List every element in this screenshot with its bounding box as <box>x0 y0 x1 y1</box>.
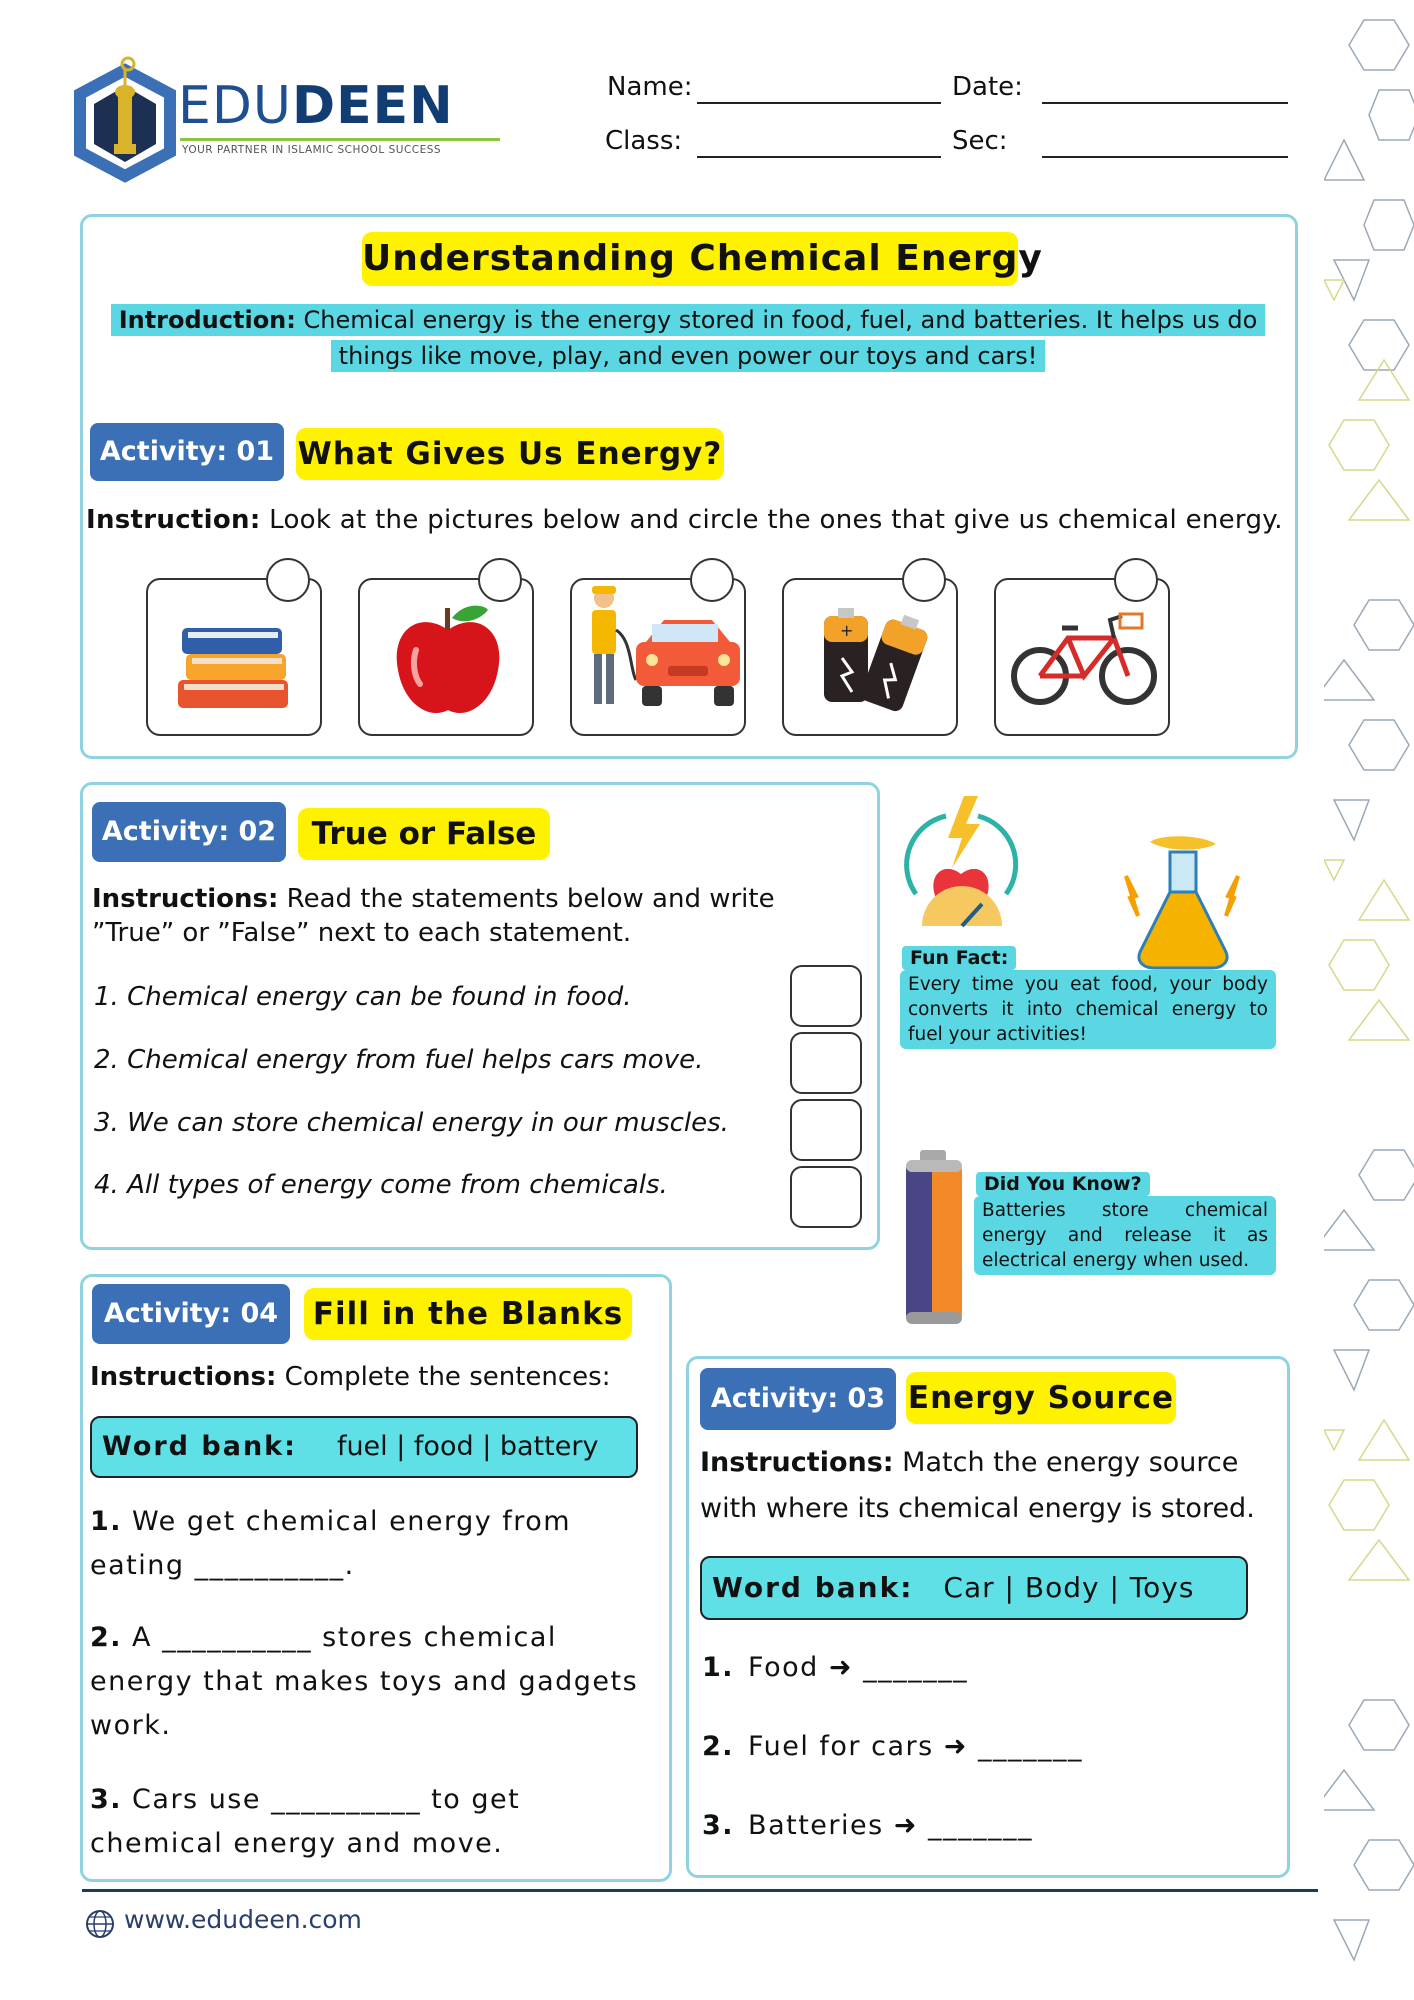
activity2-heading: True or False <box>298 808 550 860</box>
picture-card-bicycle[interactable] <box>994 578 1170 736</box>
car-refuel-icon <box>572 580 748 738</box>
date-label: Date: <box>952 72 1023 102</box>
brand-underline <box>180 138 500 141</box>
tf-statement-3: 3. We can store chemical energy in our muscles. <box>94 1108 729 1138</box>
did-you-know-text: Batteries store chemical energy and release it as electrical energy when used. <box>974 1196 1276 1275</box>
activity3-word-bank: Word bank: Car | Body | Toys <box>700 1556 1248 1620</box>
activity4-instruction: Instructions: Complete the sentences: <box>90 1362 611 1392</box>
match-item-2: 2. Fuel for cars ➜ _______ <box>702 1731 1083 1762</box>
activity3-tag: Activity: 03 <box>700 1368 896 1430</box>
intro-text: Chemical energy is the energy stored in food, fuel, and batteries. It helps us do things like move, play, and even power our toys and cars! <box>295 306 1258 370</box>
tf-statement-2: 2. Chemical energy from fuel helps cars move. <box>94 1045 704 1075</box>
tf-statement-4: 4. All types of energy come from chemicals. <box>94 1170 668 1200</box>
brand-logo <box>70 52 454 192</box>
name-label: Name: <box>607 72 693 102</box>
globe-icon <box>84 1908 116 1940</box>
answer-circle-4[interactable] <box>902 558 946 602</box>
fill-item-3: 3. Cars use __________ to get chemical energy and move. <box>90 1784 521 1859</box>
tf-answer-box-1[interactable] <box>790 965 862 1027</box>
sec-label: Sec: <box>952 126 1008 156</box>
answer-circle-1[interactable] <box>266 558 310 602</box>
brand-name: EDUDEEN <box>178 76 454 136</box>
battery-cell-icon <box>900 1148 970 1328</box>
match-item-1: 1. Food ➜ _______ <box>702 1652 969 1683</box>
food-energy-icon <box>886 794 1036 944</box>
intro-label: Introduction: <box>118 306 296 334</box>
activity4-word-bank: Word bank: fuel | food | battery <box>90 1416 638 1478</box>
svg-text:+: + <box>840 621 854 640</box>
mosque-hexagon-logo-icon <box>70 52 180 187</box>
sec-field[interactable] <box>1042 156 1288 158</box>
did-you-know-label: Did You Know? <box>976 1172 1150 1196</box>
tf-answer-box-4[interactable] <box>790 1166 862 1228</box>
activity4-heading: Fill in the Blanks <box>304 1288 632 1340</box>
picture-card-batteries[interactable] <box>782 578 958 736</box>
fun-fact-label: Fun Fact: <box>902 946 1016 970</box>
activity2-instruction: Instructions: Read the statements below and write ”True” or ”False” next to each statement. <box>92 884 775 948</box>
footer-website-link[interactable]: www.edudeen.com <box>124 1905 362 1934</box>
decorative-pattern <box>1324 0 1414 2000</box>
footer-divider <box>82 1889 1318 1892</box>
fun-fact-text: Every time you eat food, your body converts it into chemical energy to fuel your activities! <box>900 970 1276 1049</box>
bicycle-icon <box>996 580 1172 738</box>
tf-answer-box-3[interactable] <box>790 1099 862 1161</box>
fill-item-2: 2. A __________ stores chemical energy that makes toys and gadgets work. <box>90 1622 639 1741</box>
answer-circle-2[interactable] <box>478 558 522 602</box>
class-label: Class: <box>605 126 683 156</box>
date-field[interactable] <box>1042 102 1288 104</box>
activity1-tag: Activity: 01 <box>90 423 284 481</box>
apple-icon <box>360 580 536 738</box>
activity2-tag: Activity: 02 <box>92 802 286 862</box>
books-icon <box>148 580 324 738</box>
flask-icon <box>1120 836 1250 970</box>
tf-statement-1: 1. Chemical energy can be found in food. <box>94 982 632 1012</box>
activity4-tag: Activity: 04 <box>92 1284 290 1344</box>
picture-card-books[interactable] <box>146 578 322 736</box>
activity1-instruction: Instruction: Look at the pictures below and circle the ones that give us chemical energy. <box>86 505 1283 535</box>
fill-item-1: 1. We get chemical energy from eating __________. <box>90 1506 572 1581</box>
class-field[interactable] <box>697 156 941 158</box>
match-item-3: 3. Batteries ➜ _______ <box>702 1810 1033 1841</box>
answer-circle-5[interactable] <box>1114 558 1158 602</box>
activity3-instruction: Instructions: Match the energy source with where its chemical energy is stored. <box>700 1447 1255 1524</box>
activity1-heading: What Gives Us Energy? <box>296 428 724 480</box>
battery-icon <box>784 580 960 738</box>
picture-card-fuel-car[interactable] <box>570 578 746 736</box>
tf-answer-box-2[interactable] <box>790 1032 862 1094</box>
name-field[interactable] <box>697 102 941 104</box>
answer-circle-3[interactable] <box>690 558 734 602</box>
worksheet-title: Understanding Chemical Energy <box>362 232 1018 286</box>
picture-card-apple[interactable] <box>358 578 534 736</box>
activity3-heading: Energy Source <box>906 1372 1176 1424</box>
introduction <box>92 302 1284 374</box>
brand-tagline: YOUR PARTNER IN ISLAMIC SCHOOL SUCCESS <box>182 144 442 156</box>
